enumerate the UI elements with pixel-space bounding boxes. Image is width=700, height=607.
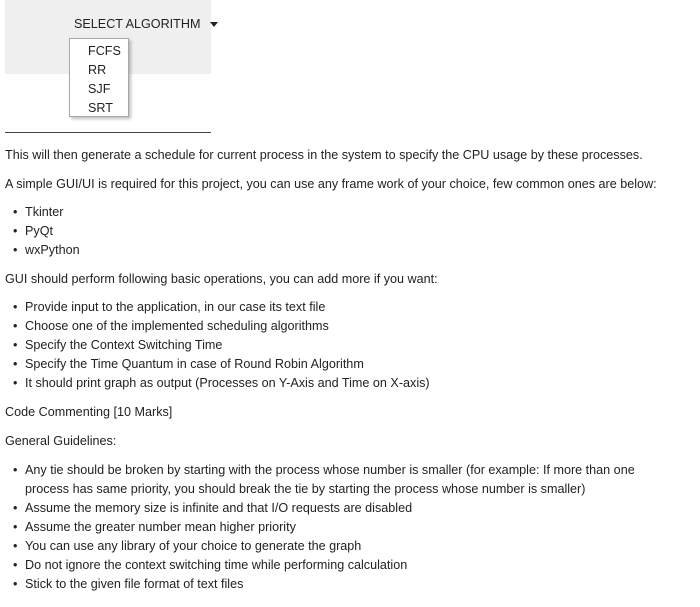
framework-pyqt: PyQt [25,224,53,238]
bullet-icon: • [13,577,18,591]
guideline-item: Assume the greater number mean higher priority [25,520,296,534]
operation-item: Specify the Time Quantum in case of Round Robin Algorithm [25,357,364,371]
operation-item: It should print graph as output (Processes on Y-Axis and Time on X-axis) [25,376,430,390]
gui-intro-paragraph: A simple GUI/UI is required for this project, you can use any frame work of your choice, few common ones are below: [5,177,657,191]
framework-wxpython: wxPython [25,243,80,257]
operation-item: Choose one of the implemented scheduling algorithms [25,319,329,333]
bullet-icon: • [13,338,18,352]
horizontal-divider [5,132,211,133]
bullet-icon: • [13,300,18,314]
bullet-icon: • [13,243,18,257]
bullet-icon: • [13,376,18,390]
bullet-icon: • [13,357,18,371]
gui-operations-paragraph: GUI should perform following basic operations, you can add more if you want: [5,272,438,286]
option-rr[interactable]: RR [88,63,107,77]
bullet-icon: • [13,224,18,238]
bullet-icon: • [13,539,18,553]
bullet-icon: • [13,205,18,219]
algorithm-options-menu [69,38,129,117]
bullet-icon: • [13,501,18,515]
guideline-item: Any tie should be broken by starting with the process whose number is smaller (for example: If more than one process has same priority, you should break the tie by starting the process whose number is smaller) [25,463,635,496]
framework-tkinter: Tkinter [25,205,64,219]
code-commenting-heading: Code Commenting [10 Marks] [5,405,173,419]
guideline-item: You can use any library of your choice to generate the graph [25,539,362,553]
bullet-icon: • [13,558,18,572]
guideline-item: Stick to the given file format of text files [25,577,244,591]
guideline-item: Do not ignore the context switching time while performing calculation [25,558,408,572]
chevron-down-icon [210,22,218,27]
schedule-paragraph: This will then generate a schedule for current process in the system to specify the CPU usage by these processes. [5,148,643,162]
option-sjf[interactable]: SJF [88,82,111,96]
bullet-icon: • [13,463,18,477]
operation-item: Provide input to the application, in our case its text file [25,300,326,314]
guideline-item: Assume the memory size is infinite and that I/O requests are disabled [25,501,413,515]
select-algorithm-dropdown[interactable] [74,17,218,31]
dropdown-label: SELECT ALGORITHM [74,17,201,31]
bullet-icon: • [13,319,18,333]
operation-item: Specify the Context Switching Time [25,338,223,352]
bullet-icon: • [13,520,18,534]
option-fcfs[interactable]: FCFS [88,44,121,58]
option-srt[interactable]: SRT [88,101,113,115]
general-guidelines-heading: General Guidelines: [5,434,117,448]
